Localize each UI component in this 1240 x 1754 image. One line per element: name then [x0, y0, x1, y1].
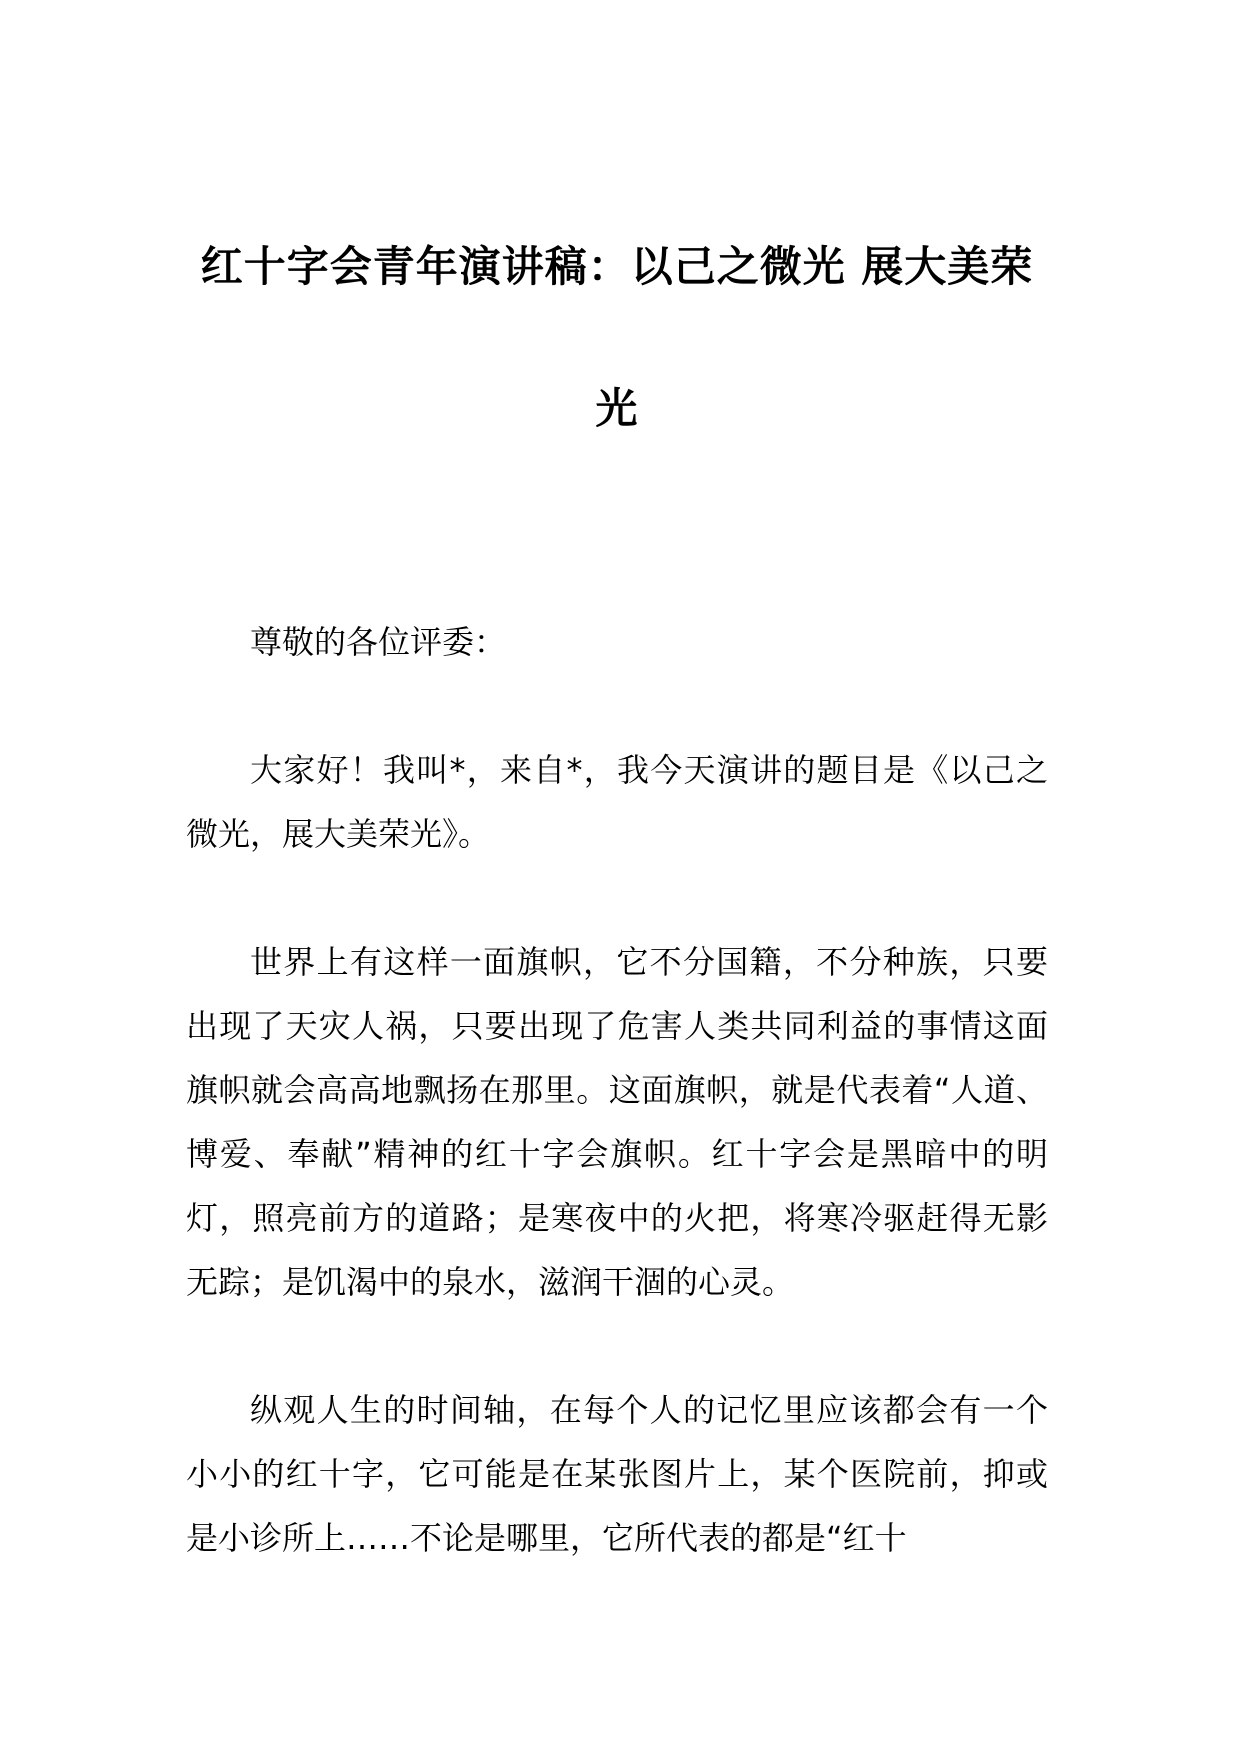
paragraph-timeline: 纵观人生的时间轴，在每个人的记忆里应该都会有一个小小的红十字，它可能是在某张图片上，某个医院前，抑或是小诊所上……不论是哪里，它所代表的都是“红十	[186, 1391, 1048, 1557]
paragraph-salutation: 尊敬的各位评委：	[250, 623, 507, 661]
paragraph-flag: 世界上有这样一面旗帜，它不分国籍，不分种族，只要出现了天灾人祸，只要出现了危害人类共同利益的事情这面旗帜就会高高地飘扬在那里。这面旗帜，就是代表着“人道、博爱、奉献”精神的红十字会旗帜。红十字会是黑暗中的明灯，照亮前方的道路；是寒夜中的火把，将寒冷驱赶得无影无踪；是饥渴中的泉水，滋润干涸的心灵。	[186, 943, 1048, 1301]
document-title: 红十字会青年演讲稿：以己之微光 展大美荣光	[200, 242, 1034, 433]
paragraph-intro: 大家好！我叫*，来自*，我今天演讲的题目是《以己之微光，展大美荣光》。	[186, 751, 1048, 853]
document-body	[186, 610, 1048, 1634]
